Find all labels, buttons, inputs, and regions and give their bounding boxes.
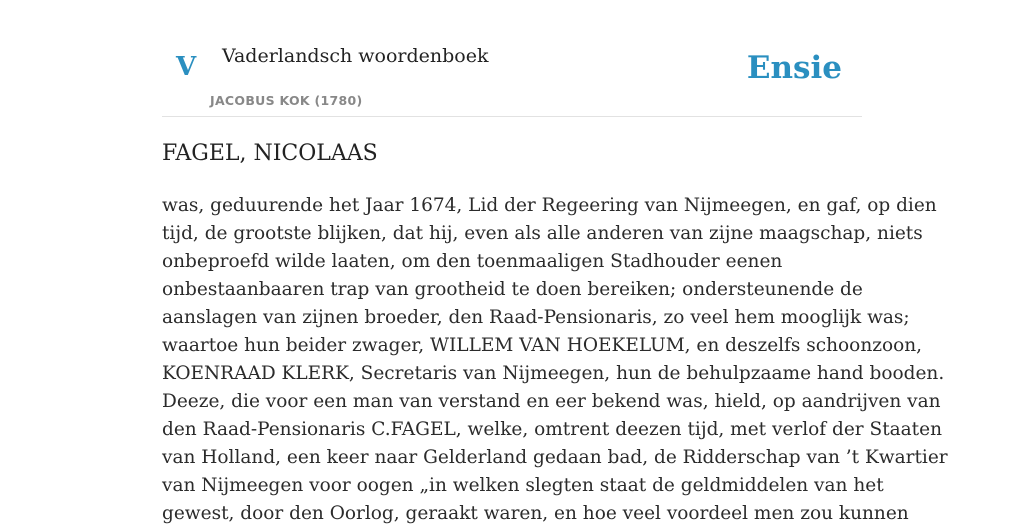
- entry-line: aanslagen van zijnen broeder, den Raad-Pensionaris, zo veel hem mooglijk was;: [162, 307, 910, 328]
- entry-line: Deeze, die voor een man van verstand en eer bekend was, hield, op aandrijven van: [162, 391, 941, 412]
- header: [162, 0, 862, 117]
- entry-line: waartoe hun beider zwager, WILLEM VAN HOEKELUM, en deszelfs schoonzoon,: [162, 335, 923, 356]
- brand-logo[interactable]: Ensie: [746, 50, 842, 86]
- entry-line: gewest, door den Oorlog, geraakt waren, en hoe veel voordeel men zou kunnen: [162, 503, 909, 524]
- book-author: JACOBUS KOK (1780): [210, 93, 363, 108]
- entry-line: van Holland, een keer naar Gelderland gedaan bad, de Ridderschap van ’t Kwartier: [162, 447, 948, 468]
- entry-title: FAGEL, NICOLAAS: [162, 141, 378, 166]
- entry-line: tijd, de grootste blijken, dat hij, even als alle anderen van zijne maagschap, niets: [162, 223, 923, 244]
- entry-line: onbestaanbaaren trap van grootheid te doen bereiken; ondersteunende de: [162, 279, 863, 300]
- entry-line: KOENRAAD KLERK, Secretaris van Nijmeegen, hun de behulpzaame hand booden.: [162, 363, 945, 384]
- book-title[interactable]: Vaderlandsch woordenboek: [222, 45, 489, 67]
- entry-line: den Raad-Pensionaris C.FAGEL, welke, omtrent deezen tijd, met verlof der Staaten: [162, 419, 942, 440]
- entry-body: [162, 192, 948, 528]
- entry-line: was, geduurende het Jaar 1674, Lid der Regeering van Nijmeegen, en gaf, op dien: [162, 195, 937, 216]
- entry-line: onbeproefd wilde laaten, om den toenmaaligen Stadhouder eenen: [162, 251, 783, 272]
- volume-letter[interactable]: V: [176, 52, 197, 82]
- entry-line: van Nijmeegen voor oogen „in welken slegten staat de geldmiddelen van het: [162, 475, 884, 496]
